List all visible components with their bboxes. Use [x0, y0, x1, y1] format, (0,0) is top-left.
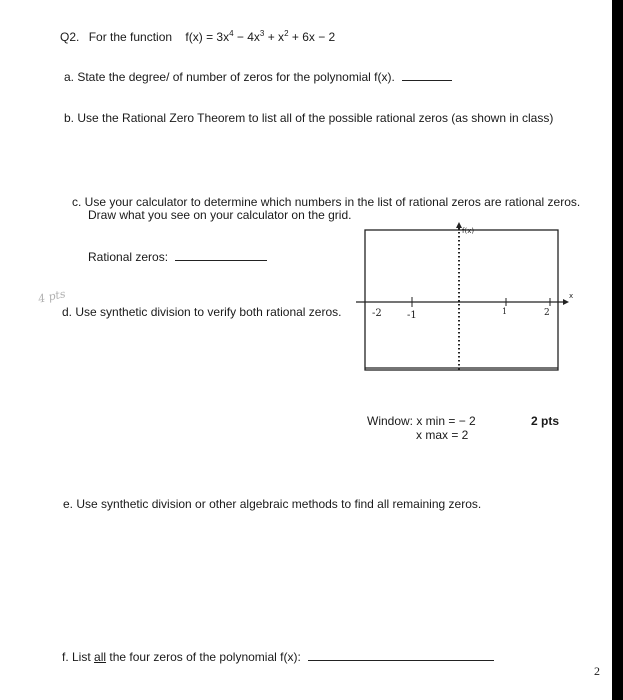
x-axis-label: x — [569, 292, 574, 300]
rational-zeros-row — [88, 250, 267, 264]
question-number: Q2. — [60, 30, 80, 44]
calculator-grid — [350, 218, 580, 378]
window-xmax: x max = 2 — [416, 428, 469, 442]
part-f-answer-blank[interactable] — [308, 650, 494, 661]
part-f-prefix: f. List — [62, 650, 95, 664]
tick-label-neg1: -1 — [407, 310, 417, 321]
function-expression: $f(x) = 3x^4 - 4x^3 + x^2 + 6x - 2$ — [185, 29, 336, 44]
tick-label-neg2: -2 — [372, 308, 382, 319]
part-c-line2: Draw what you see on your calculator on the grid. — [88, 208, 352, 222]
rational-zeros-label: Rational zeros: — [88, 250, 169, 264]
question-header — [60, 30, 335, 44]
part-c-line1: c. Use your calculator to determine which numbers in the list of rational zeros are rational zeros. — [72, 195, 581, 209]
part-d-text: d. Use synthetic division to verify both rational zeros. — [62, 305, 342, 319]
part-f — [62, 650, 494, 664]
handwritten-points: 4 pts — [36, 287, 67, 306]
part-f-underlined: all — [94, 650, 107, 664]
question-intro: For the function — [88, 30, 173, 44]
part-a-text: a. State the degree/ of number of zeros for the polynomial f(x). — [64, 70, 395, 84]
part-a — [64, 70, 452, 84]
window-points: 2 pts — [531, 414, 560, 428]
tick-label-2: 2 — [544, 308, 550, 318]
tick-label-1: 1 — [502, 307, 508, 316]
grid-frame — [365, 230, 558, 370]
rational-zeros-blank[interactable] — [175, 250, 267, 261]
y-axis-label: f(x) — [462, 227, 475, 235]
part-f-suffix: the four zeros of the polynomial f(x): — [106, 650, 301, 664]
part-a-answer-blank[interactable] — [402, 70, 452, 81]
part-e-text: e. Use synthetic division or other algebraic methods to find all remaining zeros. — [63, 497, 482, 511]
page-number: 2 — [594, 664, 600, 678]
part-b-text: b. Use the Rational Zero Theorem to list all of the possible rational zeros (as shown in class) — [64, 111, 554, 125]
window-xmin: Window: x min = − 2 — [367, 414, 476, 428]
